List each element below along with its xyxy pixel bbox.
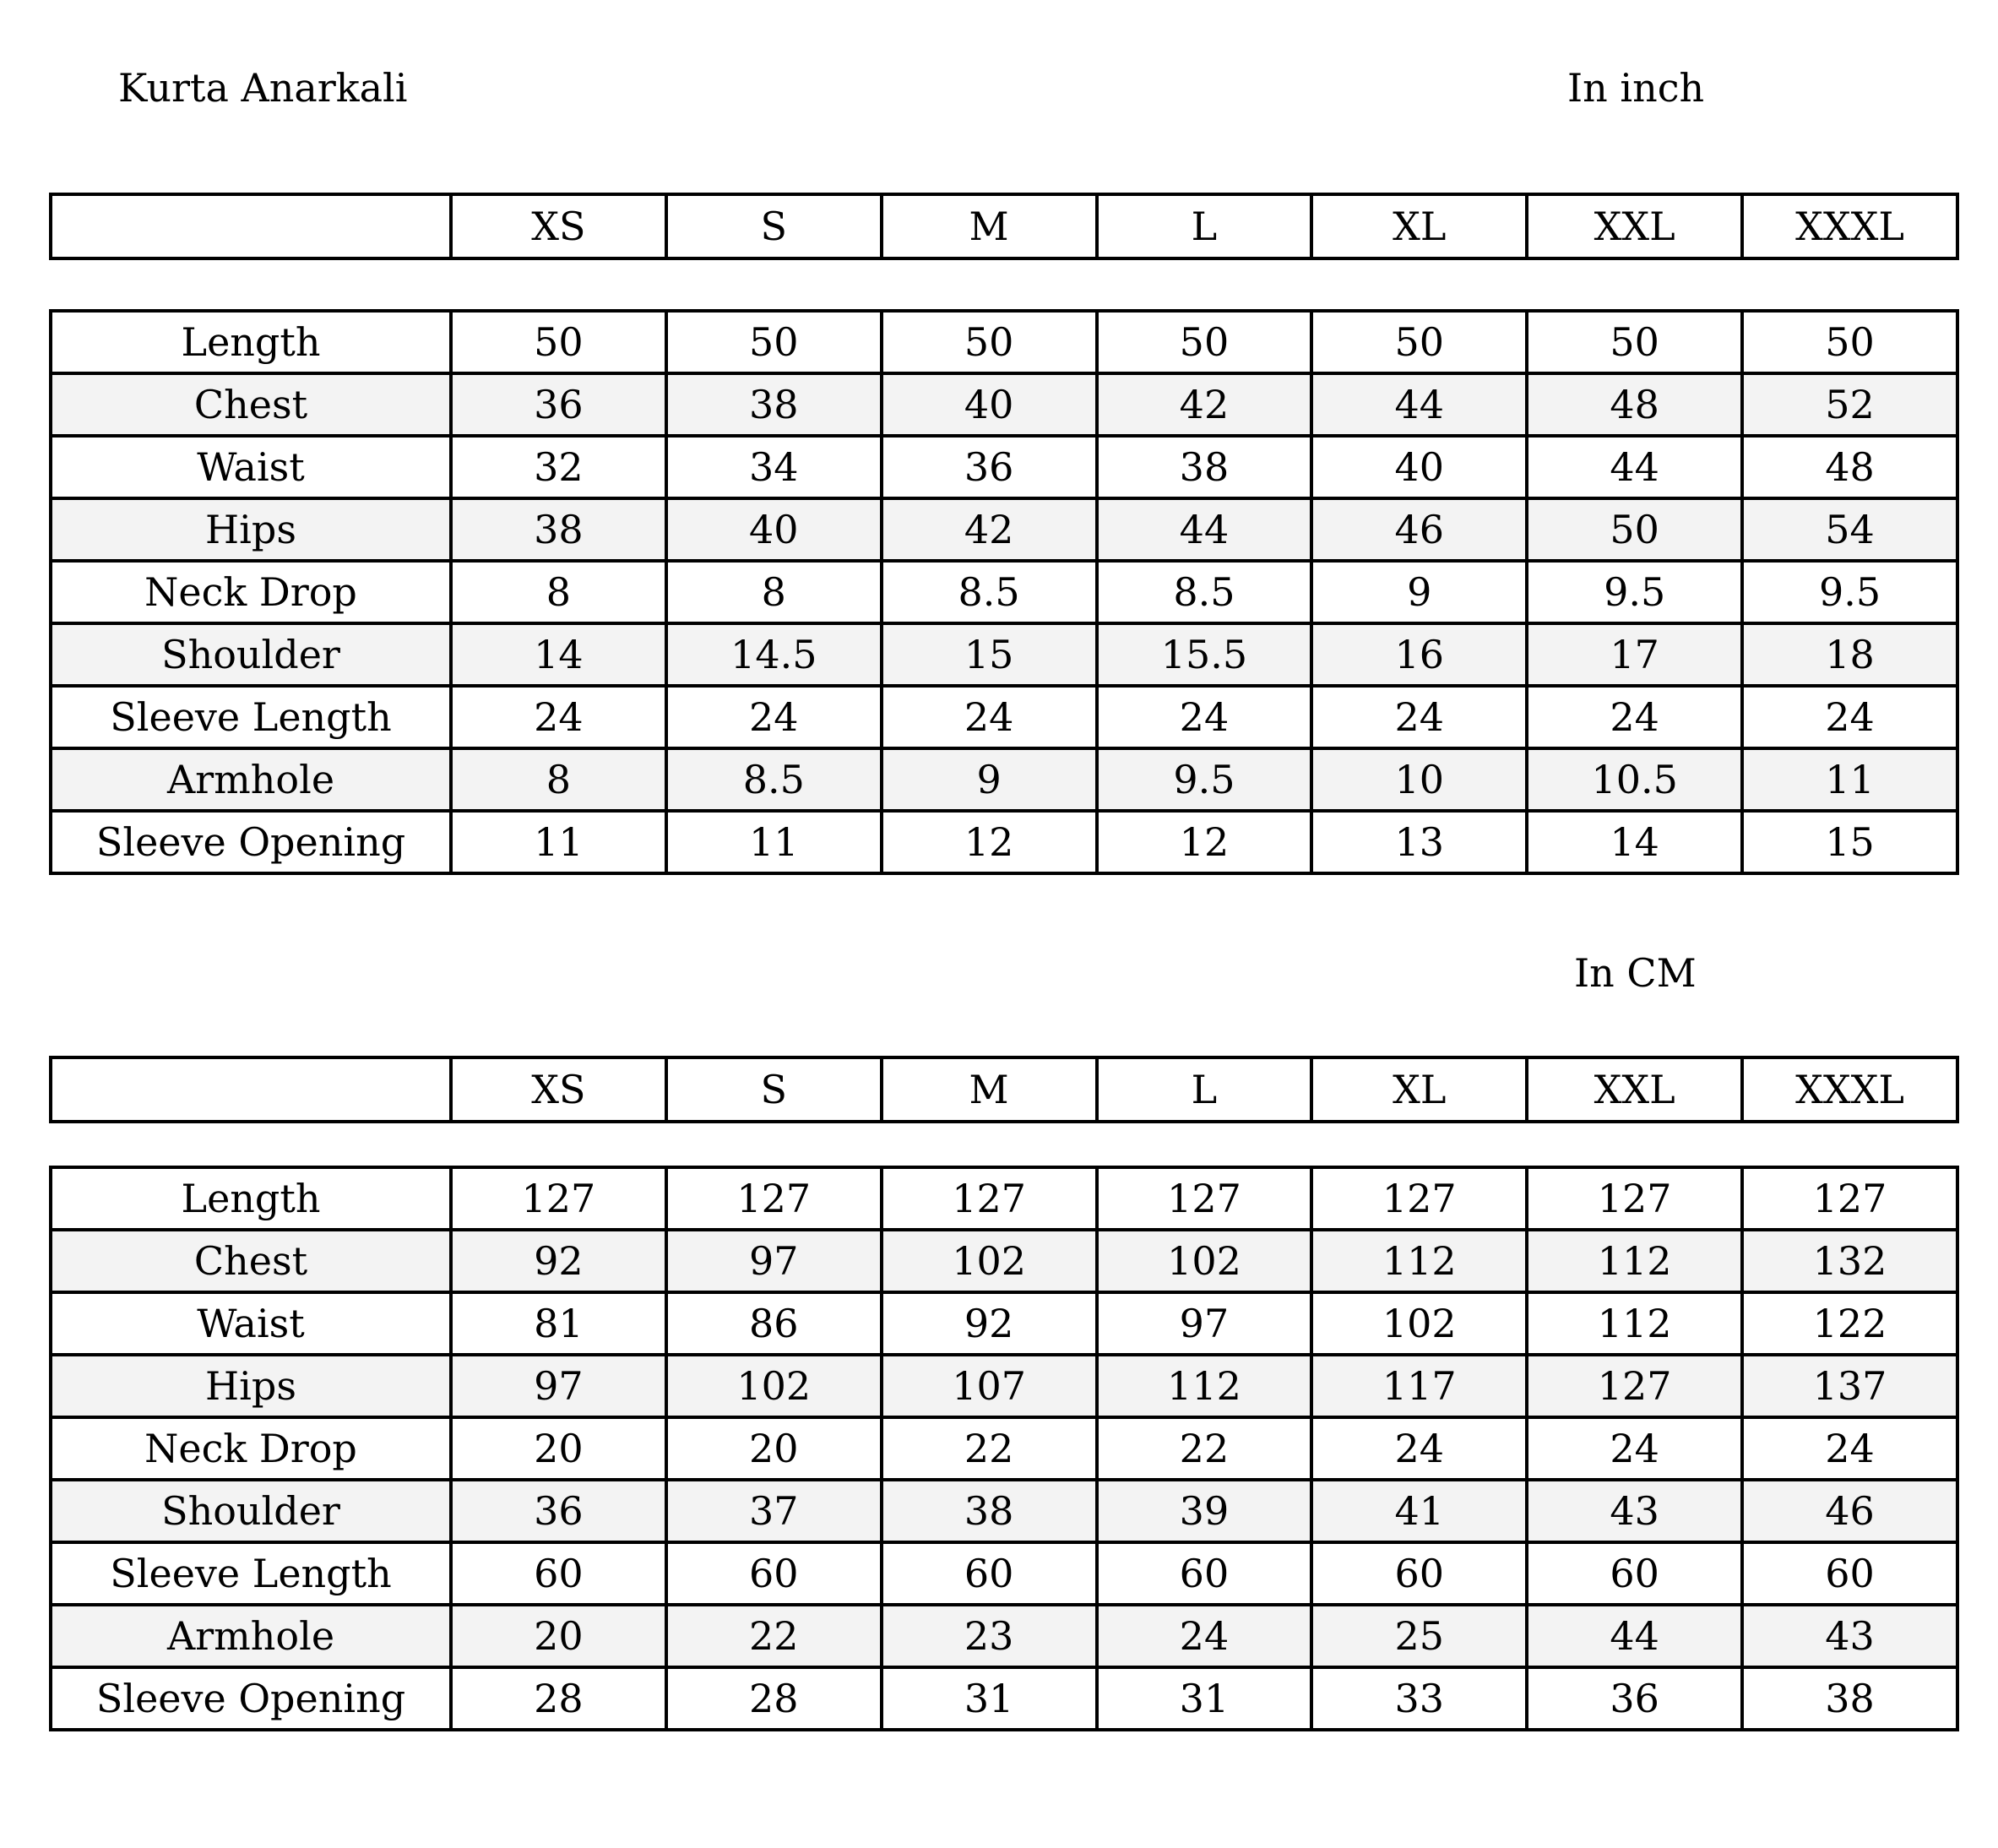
table-row	[51, 1355, 1957, 1417]
measurement-value: 20	[666, 1417, 882, 1480]
measurement-value: 50	[1527, 311, 1742, 373]
measurement-value: 50	[451, 311, 666, 373]
measurement-value: 48	[1527, 373, 1742, 436]
measurement-value: 13	[1311, 811, 1527, 873]
measurement-name: Sleeve Opening	[51, 811, 451, 873]
table-row	[51, 1167, 1957, 1230]
measurement-value: 28	[451, 1667, 666, 1730]
measurement-value: 50	[1097, 311, 1312, 373]
measurement-value: 132	[1742, 1230, 1957, 1292]
size-header-cell: XXXL	[1742, 1057, 1957, 1122]
empty-header-cell	[51, 194, 451, 258]
measurement-table-cm	[49, 1166, 1959, 1731]
table-row	[51, 623, 1957, 686]
measurement-value: 20	[451, 1605, 666, 1667]
size-header-cell: XL	[1311, 194, 1527, 258]
measurement-value: 12	[1097, 811, 1312, 873]
measurement-value: 36	[451, 373, 666, 436]
measurement-value: 44	[1097, 498, 1312, 561]
measurement-value: 40	[882, 373, 1097, 436]
measurement-value: 37	[666, 1480, 882, 1542]
measurement-value: 42	[882, 498, 1097, 561]
unit-label-inch: In inch	[1567, 65, 1705, 111]
table-row	[51, 561, 1957, 623]
measurement-name: Armhole	[51, 1605, 451, 1667]
measurement-table-inch	[49, 309, 1959, 875]
measurement-name: Hips	[51, 1355, 451, 1417]
measurement-value: 24	[1311, 686, 1527, 748]
measurement-value: 8	[666, 561, 882, 623]
measurement-value: 60	[882, 1542, 1097, 1605]
measurement-value: 24	[1742, 686, 1957, 748]
table-row	[51, 1417, 1957, 1480]
measurement-value: 34	[666, 436, 882, 498]
measurement-value: 24	[1742, 1417, 1957, 1480]
measurement-value: 102	[1311, 1292, 1527, 1355]
measurement-value: 20	[451, 1417, 666, 1480]
measurement-value: 24	[882, 686, 1097, 748]
unit-label-cm: In CM	[1574, 950, 1697, 996]
size-header-cell: XXXL	[1742, 194, 1957, 258]
measurement-value: 60	[1527, 1542, 1742, 1605]
measurement-value: 39	[1097, 1480, 1312, 1542]
size-header-cell: XL	[1311, 1057, 1527, 1122]
measurement-value: 11	[451, 811, 666, 873]
size-header-cell: XXL	[1527, 194, 1742, 258]
measurement-value: 16	[1311, 623, 1527, 686]
measurement-value: 42	[1097, 373, 1312, 436]
table-row	[51, 1480, 1957, 1542]
measurement-value: 41	[1311, 1480, 1527, 1542]
measurement-name: Sleeve Opening	[51, 1667, 451, 1730]
empty-header-cell	[51, 1057, 451, 1122]
size-header-cell: XXL	[1527, 1057, 1742, 1122]
measurement-value: 46	[1311, 498, 1527, 561]
table-row	[51, 1605, 1957, 1667]
measurement-name: Neck Drop	[51, 561, 451, 623]
table-row	[51, 1542, 1957, 1605]
table-row	[51, 686, 1957, 748]
measurement-value: 8.5	[882, 561, 1097, 623]
measurement-value: 97	[451, 1355, 666, 1417]
measurement-value: 12	[882, 811, 1097, 873]
measurement-value: 50	[1742, 311, 1957, 373]
measurement-value: 23	[882, 1605, 1097, 1667]
measurement-value: 137	[1742, 1355, 1957, 1417]
measurement-value: 24	[1311, 1417, 1527, 1480]
size-header-table-inch	[49, 193, 1959, 260]
table-row	[51, 373, 1957, 436]
measurement-value: 40	[1311, 436, 1527, 498]
measurement-value: 24	[1097, 1605, 1312, 1667]
measurement-value: 24	[1527, 686, 1742, 748]
measurement-name: Neck Drop	[51, 1417, 451, 1480]
measurement-value: 44	[1527, 436, 1742, 498]
measurement-value: 60	[666, 1542, 882, 1605]
size-header-row	[51, 194, 1957, 258]
measurement-value: 22	[666, 1605, 882, 1667]
measurement-value: 8.5	[666, 748, 882, 811]
table-row	[51, 1292, 1957, 1355]
measurement-value: 50	[666, 311, 882, 373]
size-header-cell: S	[666, 1057, 882, 1122]
size-header-cell: XS	[451, 1057, 666, 1122]
measurement-value: 127	[882, 1167, 1097, 1230]
measurement-value: 52	[1742, 373, 1957, 436]
measurement-value: 50	[882, 311, 1097, 373]
measurement-value: 127	[1097, 1167, 1312, 1230]
measurement-value: 44	[1527, 1605, 1742, 1667]
measurement-value: 24	[1097, 686, 1312, 748]
size-header-cell: S	[666, 194, 882, 258]
measurement-value: 112	[1527, 1230, 1742, 1292]
measurement-value: 36	[451, 1480, 666, 1542]
measurement-value: 38	[1097, 436, 1312, 498]
measurement-value: 43	[1742, 1605, 1957, 1667]
measurement-value: 40	[666, 498, 882, 561]
measurement-value: 43	[1527, 1480, 1742, 1542]
measurement-value: 60	[1311, 1542, 1527, 1605]
measurement-value: 15	[1742, 811, 1957, 873]
table-row	[51, 748, 1957, 811]
measurement-value: 15.5	[1097, 623, 1312, 686]
measurement-value: 25	[1311, 1605, 1527, 1667]
measurement-value: 9.5	[1742, 561, 1957, 623]
measurement-value: 9	[1311, 561, 1527, 623]
measurement-value: 9	[882, 748, 1097, 811]
measurement-value: 15	[882, 623, 1097, 686]
measurement-name: Shoulder	[51, 1480, 451, 1542]
measurement-value: 50	[1527, 498, 1742, 561]
measurement-value: 44	[1311, 373, 1527, 436]
measurement-value: 28	[666, 1667, 882, 1730]
table-row	[51, 311, 1957, 373]
measurement-value: 107	[882, 1355, 1097, 1417]
measurement-name: Chest	[51, 1230, 451, 1292]
measurement-name: Length	[51, 311, 451, 373]
measurement-value: 127	[1527, 1167, 1742, 1230]
measurement-value: 24	[451, 686, 666, 748]
measurement-value: 33	[1311, 1667, 1527, 1730]
size-header-row	[51, 1057, 1957, 1122]
measurement-value: 14	[1527, 811, 1742, 873]
measurement-value: 112	[1311, 1230, 1527, 1292]
measurement-value: 31	[1097, 1667, 1312, 1730]
measurement-value: 60	[1097, 1542, 1312, 1605]
measurement-value: 127	[1742, 1167, 1957, 1230]
measurement-value: 10.5	[1527, 748, 1742, 811]
measurement-value: 48	[1742, 436, 1957, 498]
table-row	[51, 498, 1957, 561]
measurement-value: 112	[1097, 1355, 1312, 1417]
page-title: Kurta Anarkali	[118, 65, 408, 111]
measurement-value: 102	[666, 1355, 882, 1417]
measurement-value: 102	[1097, 1230, 1312, 1292]
measurement-value: 17	[1527, 623, 1742, 686]
measurement-value: 127	[1527, 1355, 1742, 1417]
table-row	[51, 1667, 1957, 1730]
measurement-value: 24	[666, 686, 882, 748]
measurement-value: 54	[1742, 498, 1957, 561]
table-row	[51, 1230, 1957, 1292]
measurement-value: 122	[1742, 1292, 1957, 1355]
measurement-value: 36	[882, 436, 1097, 498]
measurement-value: 60	[1742, 1542, 1957, 1605]
measurement-value: 31	[882, 1667, 1097, 1730]
measurement-value: 46	[1742, 1480, 1957, 1542]
measurement-name: Hips	[51, 498, 451, 561]
measurement-value: 8	[451, 748, 666, 811]
measurement-value: 92	[882, 1292, 1097, 1355]
measurement-value: 14	[451, 623, 666, 686]
measurement-value: 32	[451, 436, 666, 498]
measurement-value: 8	[451, 561, 666, 623]
measurement-value: 22	[882, 1417, 1097, 1480]
measurement-name: Length	[51, 1167, 451, 1230]
measurement-value: 18	[1742, 623, 1957, 686]
measurement-value: 127	[451, 1167, 666, 1230]
measurement-value: 127	[1311, 1167, 1527, 1230]
measurement-value: 86	[666, 1292, 882, 1355]
size-header-cell: L	[1097, 1057, 1312, 1122]
measurement-name: Sleeve Length	[51, 1542, 451, 1605]
measurement-value: 97	[1097, 1292, 1312, 1355]
measurement-value: 38	[882, 1480, 1097, 1542]
measurement-value: 14.5	[666, 623, 882, 686]
measurement-name: Waist	[51, 436, 451, 498]
measurement-value: 38	[451, 498, 666, 561]
measurement-value: 102	[882, 1230, 1097, 1292]
measurement-value: 38	[666, 373, 882, 436]
measurement-value: 9.5	[1527, 561, 1742, 623]
measurement-value: 11	[666, 811, 882, 873]
measurement-value: 117	[1311, 1355, 1527, 1417]
measurement-value: 9.5	[1097, 748, 1312, 811]
measurement-value: 60	[451, 1542, 666, 1605]
measurement-name: Chest	[51, 373, 451, 436]
measurement-value: 10	[1311, 748, 1527, 811]
measurement-value: 38	[1742, 1667, 1957, 1730]
measurement-value: 11	[1742, 748, 1957, 811]
table-row	[51, 811, 1957, 873]
size-header-cell: M	[882, 1057, 1097, 1122]
measurement-value: 112	[1527, 1292, 1742, 1355]
measurement-value: 8.5	[1097, 561, 1312, 623]
measurement-name: Armhole	[51, 748, 451, 811]
measurement-value: 92	[451, 1230, 666, 1292]
measurement-name: Waist	[51, 1292, 451, 1355]
size-header-cell: XS	[451, 194, 666, 258]
measurement-name: Shoulder	[51, 623, 451, 686]
measurement-value: 24	[1527, 1417, 1742, 1480]
measurement-value: 22	[1097, 1417, 1312, 1480]
measurement-value: 50	[1311, 311, 1527, 373]
measurement-value: 36	[1527, 1667, 1742, 1730]
size-header-cell: M	[882, 194, 1097, 258]
measurement-value: 97	[666, 1230, 882, 1292]
measurement-value: 127	[666, 1167, 882, 1230]
size-header-table-cm	[49, 1056, 1959, 1123]
measurement-name: Sleeve Length	[51, 686, 451, 748]
table-row	[51, 436, 1957, 498]
size-header-cell: L	[1097, 194, 1312, 258]
measurement-value: 81	[451, 1292, 666, 1355]
